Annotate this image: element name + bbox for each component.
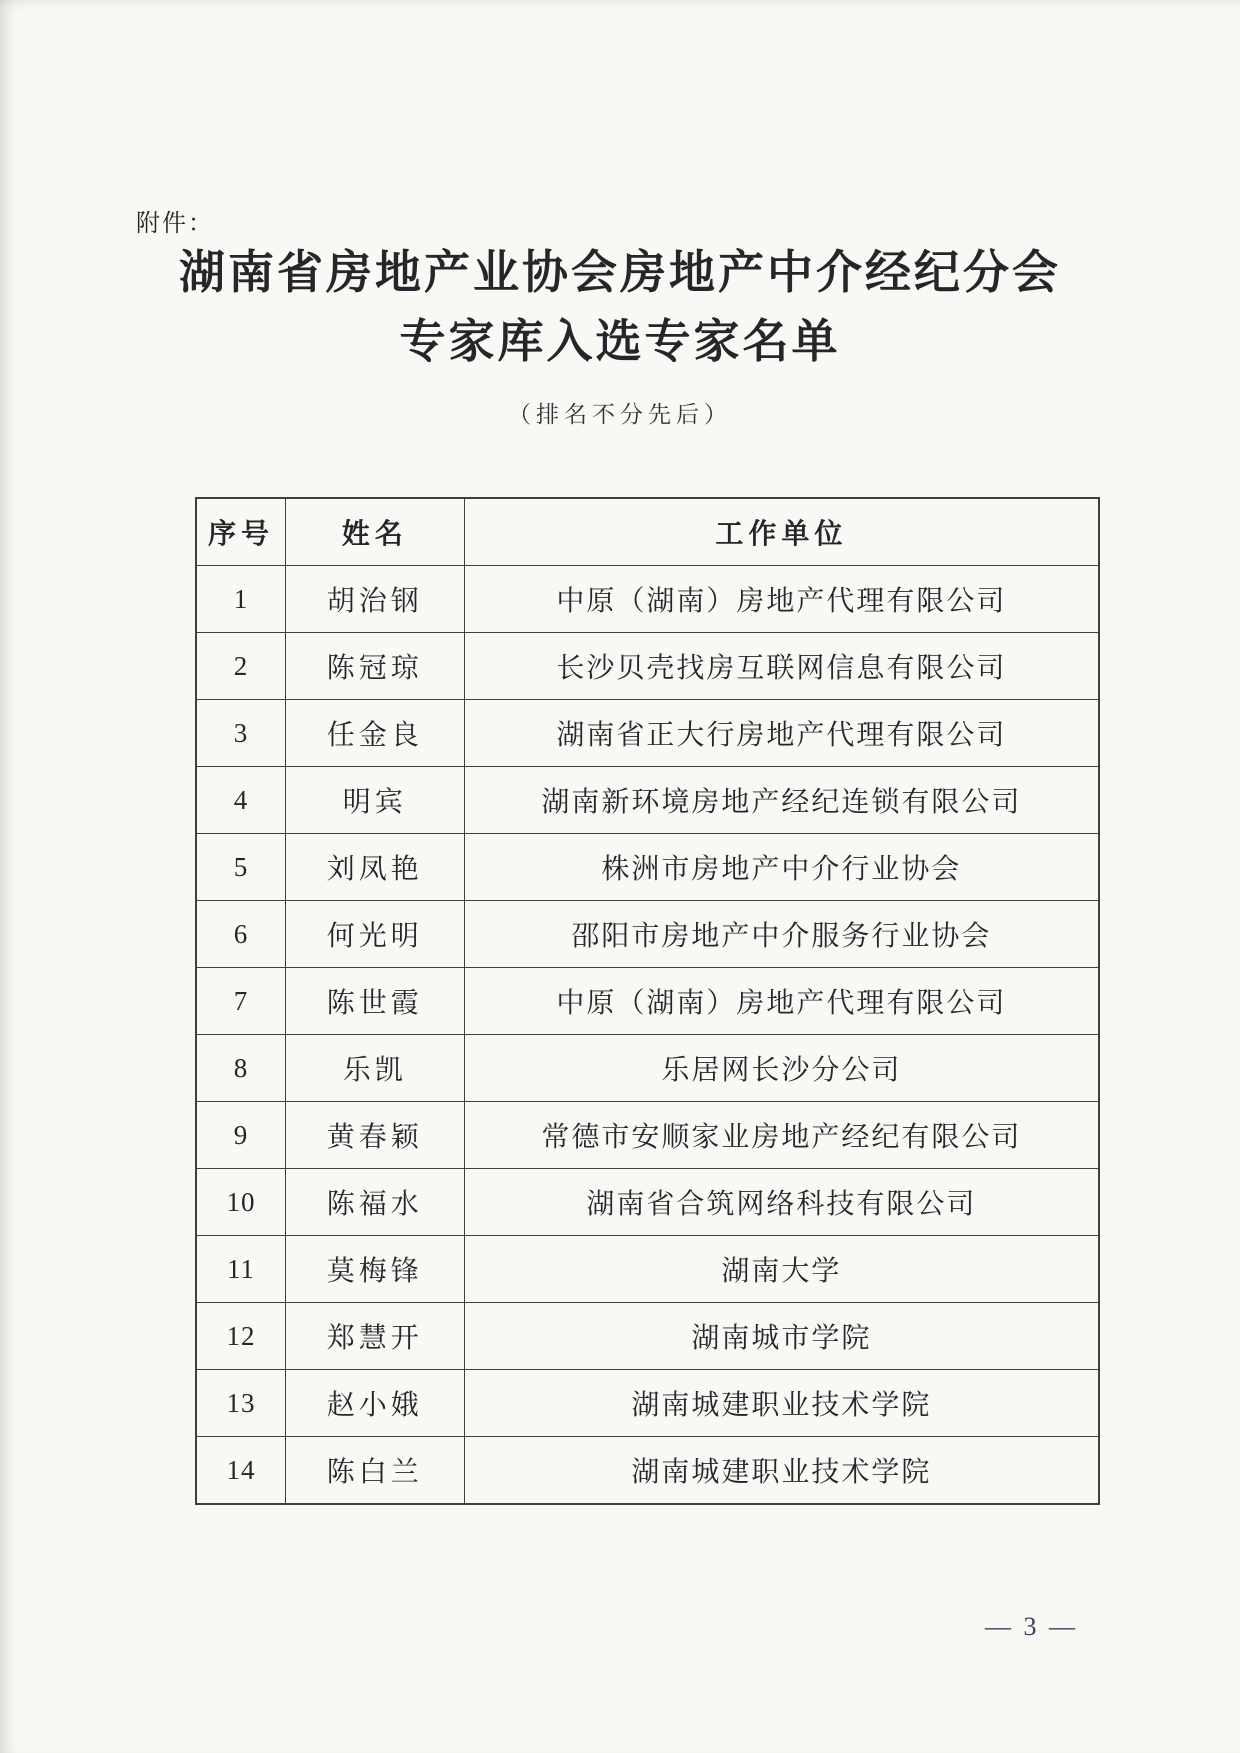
cell-work-unit: 湖南省正大行房地产代理有限公司 bbox=[464, 700, 1099, 767]
experts-table bbox=[195, 497, 1100, 1505]
cell-expert-name: 陈福水 bbox=[285, 1169, 464, 1236]
table-row bbox=[196, 700, 1099, 767]
cell-expert-name: 乐凯 bbox=[285, 1035, 464, 1102]
cell-work-unit: 中原（湖南）房地产代理有限公司 bbox=[464, 968, 1099, 1035]
column-header-org: 工作单位 bbox=[464, 498, 1099, 566]
cell-work-unit: 乐居网长沙分公司 bbox=[464, 1035, 1099, 1102]
cell-expert-name: 赵小娥 bbox=[285, 1370, 464, 1437]
page-number: — 3 — bbox=[985, 1612, 1078, 1641]
cell-serial-number: 14 bbox=[196, 1437, 285, 1505]
cell-serial-number: 12 bbox=[196, 1303, 285, 1370]
cell-expert-name: 陈冠琼 bbox=[285, 633, 464, 700]
document-title-line2: 专家库入选专家名单 bbox=[399, 316, 841, 367]
cell-serial-number: 11 bbox=[196, 1236, 285, 1303]
cell-expert-name: 何光明 bbox=[285, 901, 464, 968]
cell-work-unit: 湖南城建职业技术学院 bbox=[464, 1437, 1099, 1505]
table-row bbox=[196, 633, 1099, 700]
cell-expert-name: 莫梅锋 bbox=[285, 1236, 464, 1303]
cell-work-unit: 湖南省合筑网络科技有限公司 bbox=[464, 1169, 1099, 1236]
cell-serial-number: 8 bbox=[196, 1035, 285, 1102]
table-row bbox=[196, 1102, 1099, 1169]
cell-work-unit: 株洲市房地产中介行业协会 bbox=[464, 834, 1099, 901]
cell-serial-number: 9 bbox=[196, 1102, 285, 1169]
table-row bbox=[196, 1035, 1099, 1102]
cell-expert-name: 任金良 bbox=[285, 700, 464, 767]
cell-work-unit: 湖南城建职业技术学院 bbox=[464, 1370, 1099, 1437]
cell-expert-name: 陈白兰 bbox=[285, 1437, 464, 1505]
cell-work-unit: 中原（湖南）房地产代理有限公司 bbox=[464, 566, 1099, 633]
document-title-line1: 湖南省房地产业协会房地产中介经纪分会 bbox=[179, 247, 1061, 298]
cell-work-unit: 湖南城市学院 bbox=[464, 1303, 1099, 1370]
cell-expert-name: 刘凤艳 bbox=[285, 834, 464, 901]
cell-expert-name: 陈世霞 bbox=[285, 968, 464, 1035]
column-header-name: 姓名 bbox=[285, 498, 464, 566]
table-row bbox=[196, 566, 1099, 633]
table-row bbox=[196, 834, 1099, 901]
cell-serial-number: 2 bbox=[196, 633, 285, 700]
table-row bbox=[196, 901, 1099, 968]
cell-serial-number: 7 bbox=[196, 968, 285, 1035]
table-row bbox=[196, 1236, 1099, 1303]
table-row bbox=[196, 1437, 1099, 1505]
experts-table-header bbox=[196, 498, 1099, 566]
cell-work-unit: 湖南大学 bbox=[464, 1236, 1099, 1303]
cell-serial-number: 3 bbox=[196, 700, 285, 767]
cell-serial-number: 10 bbox=[196, 1169, 285, 1236]
ranking-note: （排名不分先后） bbox=[508, 402, 732, 427]
cell-serial-number: 6 bbox=[196, 901, 285, 968]
cell-expert-name: 胡治钢 bbox=[285, 566, 464, 633]
experts-table-container bbox=[195, 497, 1100, 1505]
table-row bbox=[196, 1370, 1099, 1437]
cell-serial-number: 4 bbox=[196, 767, 285, 834]
header-row bbox=[196, 498, 1099, 566]
cell-serial-number: 1 bbox=[196, 566, 285, 633]
cell-work-unit: 邵阳市房地产中介服务行业协会 bbox=[464, 901, 1099, 968]
column-header-no: 序号 bbox=[196, 498, 285, 566]
cell-serial-number: 13 bbox=[196, 1370, 285, 1437]
cell-work-unit: 常德市安顺家业房地产经纪有限公司 bbox=[464, 1102, 1099, 1169]
table-row bbox=[196, 1169, 1099, 1236]
cell-serial-number: 5 bbox=[196, 834, 285, 901]
attachment-label: 附件： bbox=[136, 211, 214, 237]
table-row bbox=[196, 1303, 1099, 1370]
table-row bbox=[196, 968, 1099, 1035]
experts-table-body bbox=[196, 566, 1099, 1505]
cell-expert-name: 黄春颖 bbox=[285, 1102, 464, 1169]
cell-expert-name: 明宾 bbox=[285, 767, 464, 834]
table-row bbox=[196, 767, 1099, 834]
cell-work-unit: 湖南新环境房地产经纪连锁有限公司 bbox=[464, 767, 1099, 834]
cell-work-unit: 长沙贝壳找房互联网信息有限公司 bbox=[464, 633, 1099, 700]
cell-expert-name: 郑慧开 bbox=[285, 1303, 464, 1370]
document-title bbox=[0, 238, 1240, 376]
